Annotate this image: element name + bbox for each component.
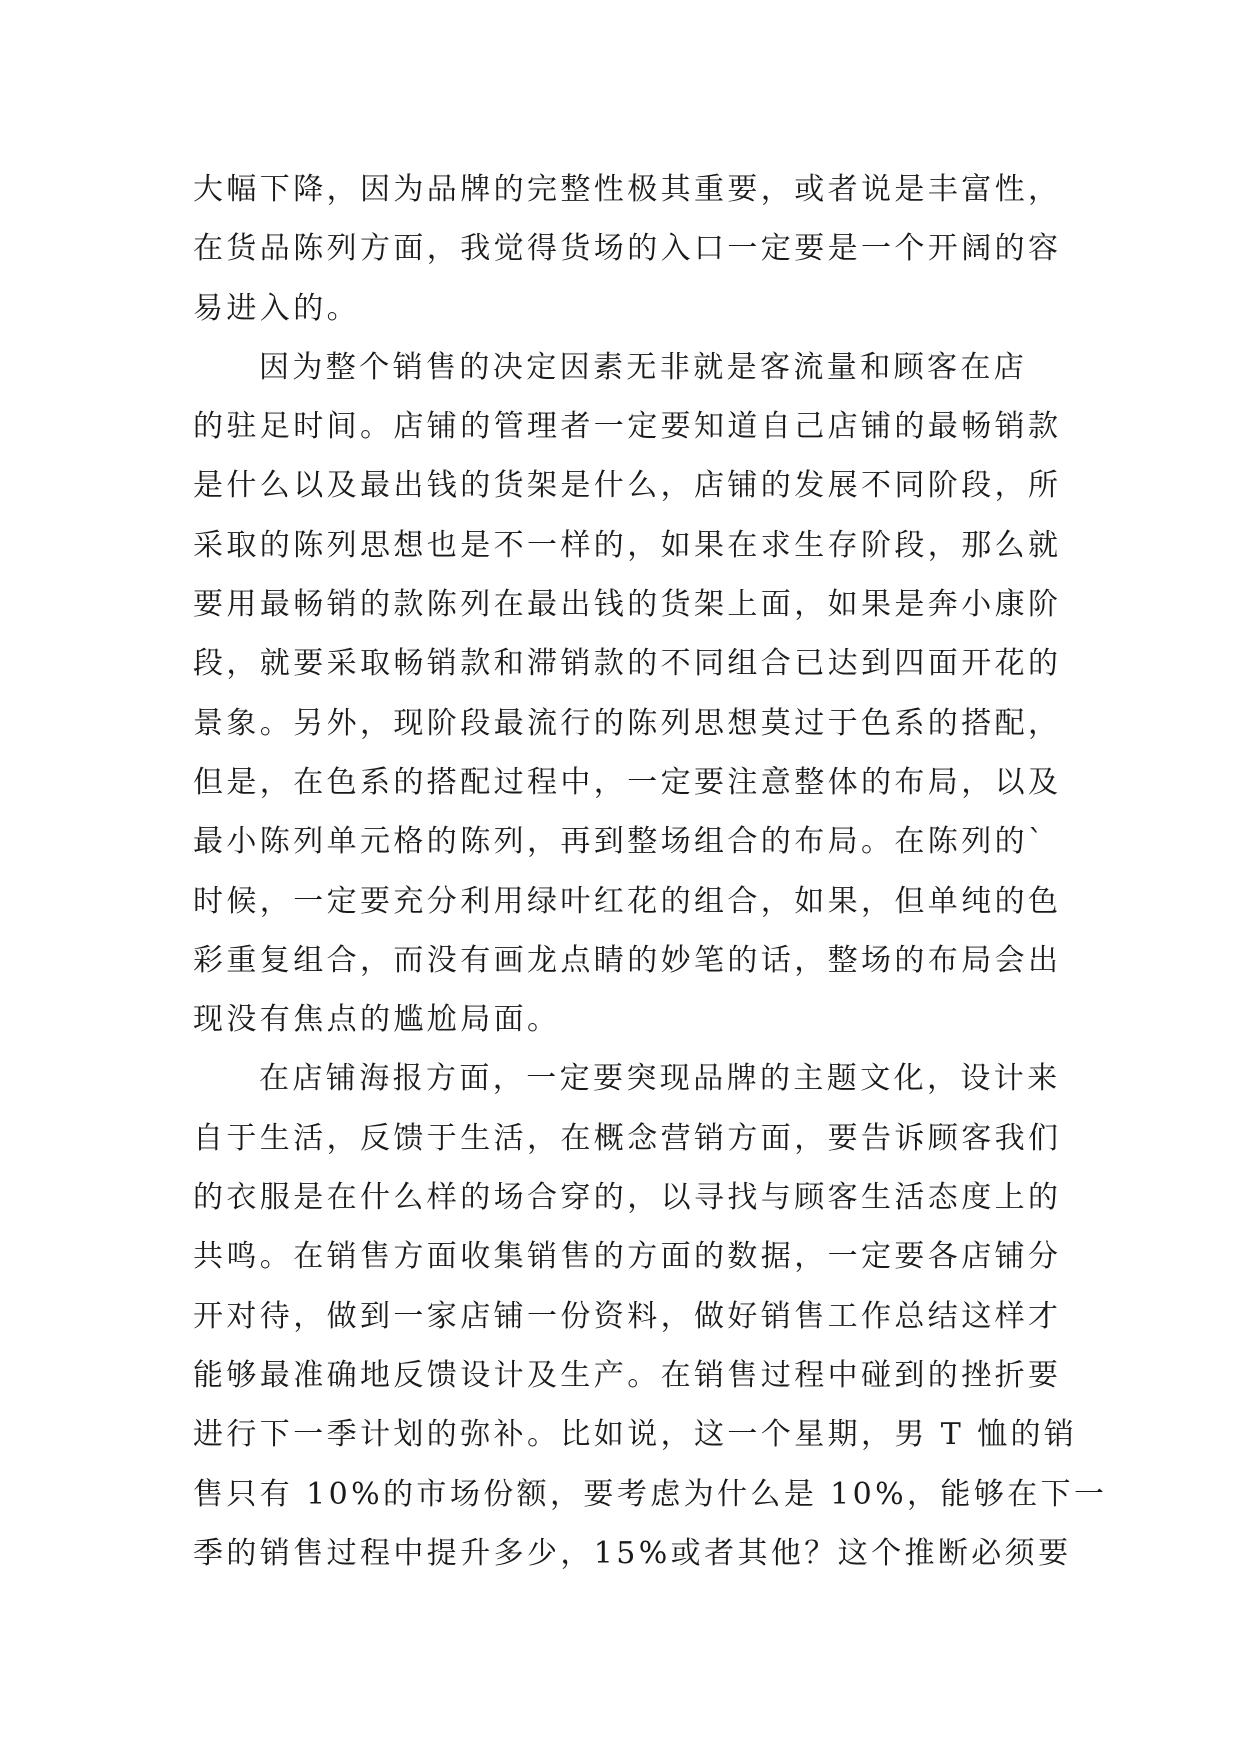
- paragraph-start-line: 因为整个销售的决定因素无非就是客流量和顾客在店: [259, 349, 1028, 385]
- text-line: 是什么以及最出钱的货架是什么，店铺的发展不同阶段，所: [193, 468, 1062, 504]
- text-line: 自于生活，反馈于生活，在概念营销方面，要告诉顾客我们: [193, 1120, 1062, 1156]
- paragraph-start-line: 在店铺海报方面，一定要突现品牌的主题文化，设计来: [259, 1061, 1061, 1097]
- text-line: 的衣服是在什么样的场合穿的，以寻找与顾客生活态度上的: [193, 1180, 1062, 1216]
- text-line: 能够最准确地反馈设计及生产。在销售过程中碰到的挫折要: [193, 1357, 1062, 1393]
- text-line: 时候，一定要充分利用绿叶红花的组合，如果，但单纯的色: [193, 883, 1062, 919]
- text-line: 售只有 10%的市场份额，要考虑为什么是 10%，能够在下一: [193, 1476, 1108, 1512]
- text-line: 要用最畅销的款陈列在最出钱的货架上面，如果是奔小康阶: [193, 587, 1062, 623]
- text-line: 的驻足时间。店铺的管理者一定要知道自己店铺的最畅销款: [193, 409, 1062, 445]
- text-line: 在货品陈列方面，我觉得货场的入口一定要是一个开阔的容: [193, 231, 1062, 267]
- body-text: [193, 160, 1108, 1583]
- text-line: 开对待，做到一家店铺一份资料，做好销售工作总结这样才: [193, 1298, 1062, 1334]
- text-line: 季的销售过程中提升多少，15%或者其他？这个推断必须要: [193, 1535, 1072, 1571]
- text-line: 采取的陈列思想也是不一样的，如果在求生存阶段，那么就: [193, 527, 1062, 563]
- text-line: 最小陈列单元格的陈列，再到整场组合的布局。在陈列的`: [193, 824, 1047, 860]
- text-line: 但是，在色系的搭配过程中，一定要注意整体的布局，以及: [193, 764, 1062, 800]
- text-line: 易进入的。: [193, 290, 360, 326]
- text-line: 进行下一季计划的弥补。比如说，这一个星期，男 T 恤的销: [193, 1417, 1078, 1453]
- text-line: 景象。另外，现阶段最流行的陈列思想莫过于色系的搭配，: [193, 705, 1062, 741]
- text-line: 大幅下降，因为品牌的完整性极其重要，或者说是丰富性，: [193, 172, 1062, 207]
- text-line: 彩重复组合，而没有画龙点睛的妙笔的话，整场的布局会出: [193, 942, 1062, 978]
- text-line: 现没有焦点的尴尬局面。: [193, 1002, 561, 1038]
- text-line: 段，就要采取畅销款和滞销款的不同组合已达到四面开花的: [193, 646, 1062, 682]
- text-line: 共鸣。在销售方面收集销售的方面的数据，一定要各店铺分: [193, 1239, 1062, 1275]
